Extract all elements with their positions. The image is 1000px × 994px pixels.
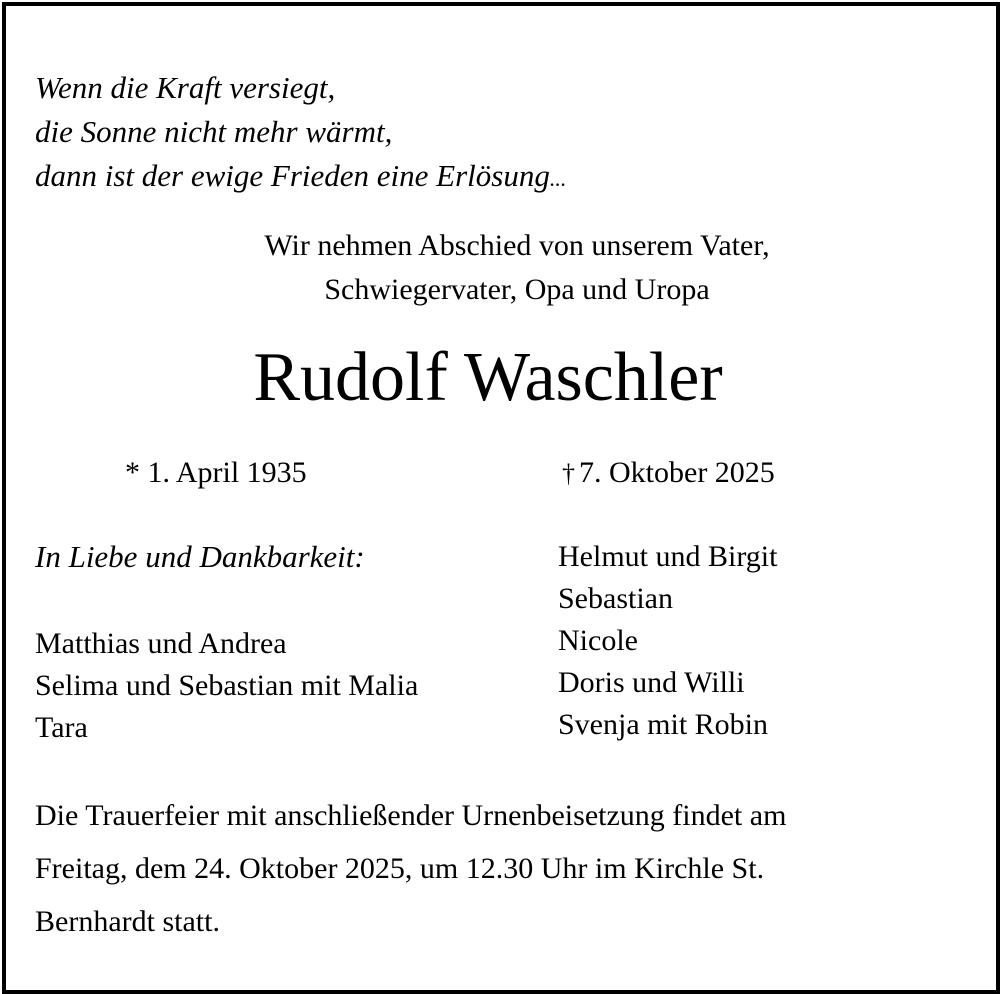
farewell-intro	[17, 224, 1000, 312]
family-member: Matthias und Andrea	[35, 627, 287, 660]
intro-line-2: Schwiegervater, Opa und Uropa	[324, 273, 710, 306]
notice-line-2: Freitag, dem 24. Oktober 2025, um 12.30 Uhr im Kirchle St.	[35, 852, 765, 885]
deceased-name: Rudolf Waschler	[253, 339, 723, 416]
poem-line-2: die Sonne nicht mehr wärmt,	[35, 114, 393, 149]
poem	[35, 66, 566, 201]
poem-line-1: Wenn die Kraft versiegt,	[35, 70, 336, 105]
poem-line-3-text: dann ist der ewige Frieden eine Erlösung	[35, 158, 550, 193]
notice-line-1: Die Trauerfeier mit anschließender Urnenbeisetzung findet am	[35, 799, 787, 832]
birth-date: * 1. April 1935	[125, 456, 307, 489]
family-member: Svenja mit Robin	[558, 708, 768, 741]
thanks-heading: In Liebe und Dankbarkeit:	[35, 539, 365, 574]
family-member: Helmut und Birgit	[558, 540, 778, 573]
notice-line-3: Bernhardt statt.	[35, 905, 220, 938]
poem-ellipsis: ...	[549, 166, 567, 191]
family-list-left	[35, 623, 418, 749]
family-list-right	[558, 536, 777, 746]
intro-line-1: Wir nehmen Abschied von unserem Vater,	[264, 229, 770, 262]
family-member: Selima und Sebastian mit Malia	[35, 669, 419, 702]
death-date	[562, 451, 775, 496]
family-member: Doris und Willi	[558, 666, 745, 699]
family-member: Nicole	[558, 624, 638, 657]
family-member: Sebastian	[558, 582, 673, 615]
cross-icon: †	[562, 459, 575, 488]
funeral-notice	[35, 789, 975, 948]
family-member: Tara	[35, 711, 88, 744]
death-date-text: 7. Oktober 2025	[579, 456, 775, 489]
poem-line-3	[35, 154, 566, 201]
